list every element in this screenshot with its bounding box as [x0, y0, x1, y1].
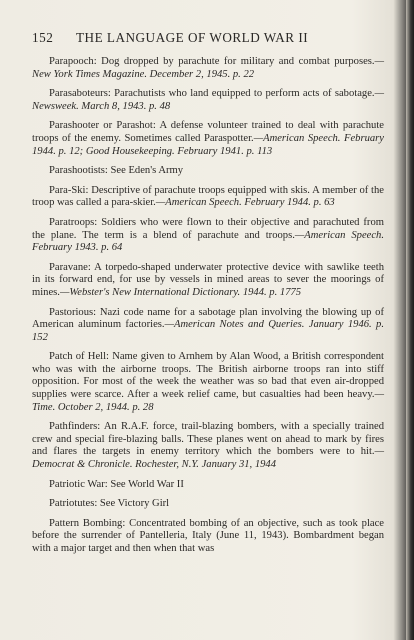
entry-paravane: [32, 262, 384, 300]
entry-term: Pastorious:: [49, 306, 97, 318]
glossary-entries: [32, 56, 384, 563]
entry-definition: See Victory Girl: [97, 498, 170, 510]
entry-source: —Newsweek. March 8, 1943. p. 48: [32, 88, 384, 112]
entry-source: —Webster's New International Dictionary. 1944. p. 1775: [59, 286, 302, 298]
entry-definition: Dog dropped by parachute for military and combat purposes.: [96, 56, 375, 67]
entry-source: —Time. October 2, 1944. p. 28: [32, 389, 384, 413]
entry-source: —American Speech. February 1943. p. 64: [32, 229, 384, 254]
entry-definition: A defense volunteer trained to deal with parachute troops of the enemy. Sometimes called Paraspotter.: [32, 120, 384, 144]
entry-term: Pathfinders:: [49, 421, 101, 433]
entry-source: —American Speech. February 1944. p. 63: [155, 197, 335, 209]
entry-source: —Democrat & Chronicle. Rochester, N.Y. January 31, 1944: [32, 446, 384, 471]
entry-definition: Parachutists who land equipped to perform acts of sabotage.: [110, 88, 375, 100]
entry-definition: An R.A.F. force, trail-blazing bombers, with a specially trained crew and special fire-blazing balls. These planes went on ahead to mark by fires and flares the targets in enemy territory which the bombers were to hit.: [32, 421, 384, 458]
entry-term: Parashootists:: [49, 165, 108, 177]
entry-pattern-bombing: [32, 518, 384, 556]
entry-term: Patch of Hell:: [49, 351, 109, 363]
entry-term: Parapooch:: [49, 56, 97, 67]
entry-term: Paratroops:: [49, 216, 98, 228]
entry-pathfinders: [32, 421, 384, 471]
entry-term: Parasaboteurs:: [49, 88, 111, 100]
entry-parashootists: [32, 165, 384, 178]
entry-parapooch: [32, 56, 384, 81]
entry-source: —American Notes and Queries. January 1946. p. 152: [32, 319, 385, 343]
entry-source: —American Speech. February 1944. p. 12; Good Housekeeping. February 1941. p. 113: [32, 132, 384, 157]
entry-definition: Soldiers who were flown to their objective and parachuted from the plane. The term is a blend of parachute and troops.: [32, 216, 384, 241]
entry-definition: See World War II: [107, 478, 184, 490]
entry-term: Paravane:: [49, 261, 91, 273]
entry-term: Parashooter or Parashot:: [49, 120, 156, 132]
page-number: 152: [32, 30, 54, 45]
entry-para-ski: [32, 185, 384, 210]
entry-term: Para-Ski:: [49, 184, 89, 196]
entry-term: Patriotic War:: [49, 478, 108, 490]
entry-patriotutes: [32, 498, 384, 511]
entry-pastorious: [32, 307, 384, 345]
entry-definition: Name given to Arnhem by Alan Wood, a British correspondent who was with the airborne troops. The British airborne troops ran into stiff opposition. For most of the week the weather was so bad that even air-dropped supplies were scarce. After a week relief came, but casualties had been heavy.: [32, 351, 384, 401]
entry-definition: A torpedo-shaped underwater protective device with sawlike teeth in its forward end, for use by vessels in mined areas to sever the moorings of mines.: [32, 261, 384, 298]
running-title: THE LANGUAGE OF WORLD WAR II: [76, 30, 309, 45]
entry-patch-of-hell: [32, 351, 384, 414]
entry-parashooter: [32, 120, 384, 158]
entry-definition: Descriptive of parachute troops equipped with skis. A member of the troop was called a para-skier.: [32, 184, 384, 209]
running-header: [32, 30, 382, 46]
entry-term: Pattern Bombing:: [49, 517, 126, 529]
entry-definition: Concentrated bombing of an objective, such as took place before the surrender of Pantelleria, Italy (June 11, 1943). Bombardment began with a major target and then when that was: [32, 517, 384, 554]
entry-patriotic-war: [32, 479, 384, 492]
entry-paratroops: [32, 217, 384, 255]
entry-parasaboteurs: [32, 88, 384, 113]
entry-definition: See Eden's Army: [107, 165, 184, 177]
entry-definition: Nazi code name for a sabotage plan involving the blowing up of American aluminum factories.: [32, 306, 384, 331]
page-edge-shadow: [406, 0, 414, 640]
entry-term: Patriotutes:: [49, 498, 98, 510]
entry-source: —New York Times Magazine. December 2, 1945. p. 22: [32, 56, 384, 80]
